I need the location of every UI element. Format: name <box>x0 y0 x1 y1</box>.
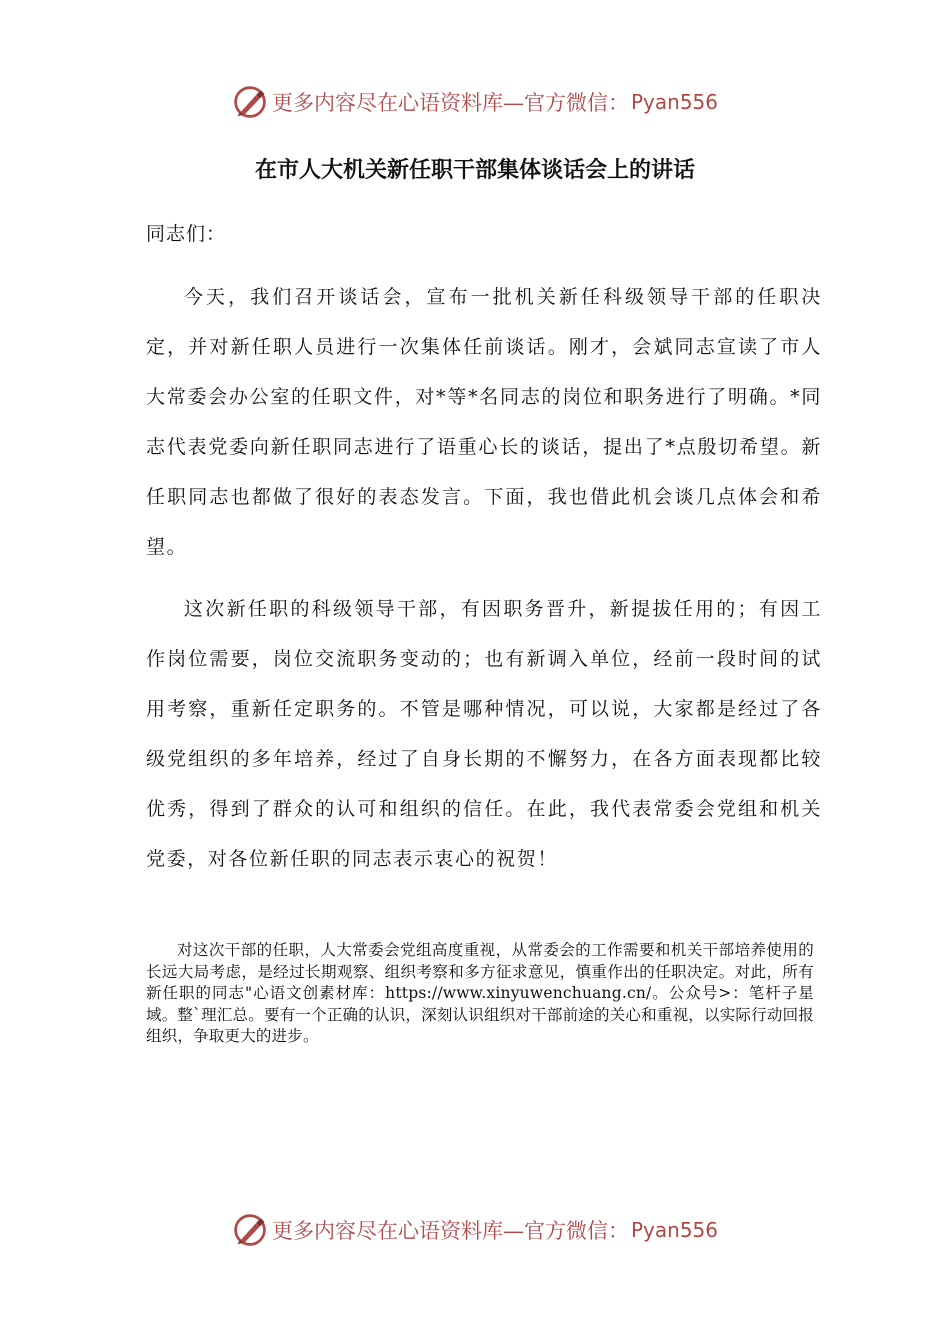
document-title: 在市人大机关新任职干部集体谈话会上的讲话 <box>254 158 695 183</box>
banner-text: 更多内容尽在心语资料库—官方微信： <box>271 91 629 115</box>
pen-logo-icon <box>232 1212 268 1248</box>
pen-logo-icon <box>232 84 268 120</box>
banner-wechat-id: Pyan556 <box>630 90 718 114</box>
paragraph-3: 对这次干部的任职，人大常委会党组高度重视，从常委会的工作需要和机关干部培养使用的长远大局考虑，是经过长期观察、组织考察和多方征求意见，慎重作出的任职决定。对此，所有新任职的同志"心语文创素材库：https://www.xinyuwenchuang.cn/。公众号>：笔杆子星域。整`理汇总。要有一个正确的认识，深刻认识组织对干部前途的关心和重视，以实际行动回报组织，争取更大的进步。 <box>146 941 814 1045</box>
salutation: 同志们： <box>146 223 227 245</box>
footer-banner <box>0 1208 950 1252</box>
paragraph-1: 今天，我们召开谈话会，宣布一批机关新任科级领导干部的任职决定，并对新任职人员进行一次集体任前谈话。刚才，会斌同志宣读了市人大常委会办公室的任职文件，对*等*名同志的岗位和职务进行了明确。*同志代表党委向新任职同志进行了语重心长的谈话，提出了*点殷切希望。新任职同志也都做了很好的表态发言。下面，我也借此机会谈几点体会和希望。 <box>146 286 822 558</box>
header-banner <box>0 80 950 124</box>
banner-wechat-id: Pyan556 <box>630 1218 718 1242</box>
paragraph-2: 这次新任职的科级领导干部，有因职务晋升，新提拔任用的；有因工作岗位需要，岗位交流职务变动的；也有新调入单位，经前一段时间的试用考察，重新任定职务的。不管是哪种情况，可以说，大家都是经过了各级党组织的多年培养，经过了自身长期的不懈努力，在各方面表现都比较优秀，得到了群众的认可和组织的信任。在此，我代表常委会党组和机关党委，对各位新任职的同志表示衷心的祝贺！ <box>146 598 822 870</box>
banner-text: 更多内容尽在心语资料库—官方微信： <box>271 1219 629 1243</box>
